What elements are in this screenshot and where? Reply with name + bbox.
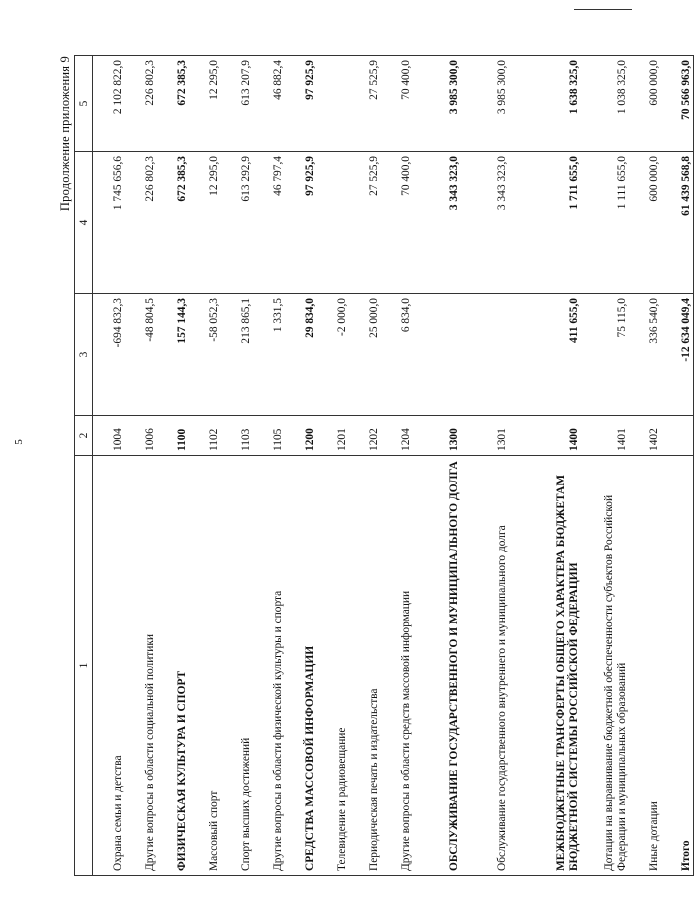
row-value-col4: 27 525,9 [349, 152, 381, 294]
row-value-col5: 226 802,3 [125, 56, 157, 152]
row-value-col3: -58 052,3 [189, 294, 221, 416]
row-name: Итого [661, 456, 694, 876]
table-row [93, 56, 126, 876]
table-row [461, 56, 509, 876]
row-name: Спорт высших достижений [221, 456, 253, 876]
row-name: Иные дотации [629, 456, 661, 876]
row-value-col5: 3 985 300,0 [413, 56, 461, 152]
row-name: Другие вопросы в области физической культуры и спорта [253, 456, 285, 876]
row-value-col3: 411 655,0 [509, 294, 581, 416]
row-value-col5: 46 882,4 [253, 56, 285, 152]
table-row-total [661, 56, 694, 876]
row-value-col3: -2 000,0 [317, 294, 349, 416]
row-value-col4: 1 711 655,0 [509, 152, 581, 294]
row-name: Другие вопросы в области средств массовой информации [381, 456, 413, 876]
row-code: 1102 [189, 416, 221, 456]
row-value-col4: 46 797,4 [253, 152, 285, 294]
row-code: 1004 [93, 416, 126, 456]
row-value-col3: -694 832,3 [93, 294, 126, 416]
row-value-col3 [461, 294, 509, 416]
column-header-3: 3 [75, 294, 93, 416]
table-row [413, 56, 461, 876]
row-value-col3 [413, 294, 461, 416]
row-name: СРЕДСТВА МАССОВОЙ ИНФОРМАЦИИ [285, 456, 317, 876]
row-value-col5: 97 925,9 [285, 56, 317, 152]
row-name: Массовый спорт [189, 456, 221, 876]
table-row [285, 56, 317, 876]
budget-table [74, 55, 694, 876]
row-code: 1402 [629, 416, 661, 456]
table-row [509, 56, 581, 876]
row-value-col5 [317, 56, 349, 152]
column-header-5: 5 [75, 56, 93, 152]
column-header-4: 4 [75, 152, 93, 294]
row-value-col5: 600 000,0 [629, 56, 661, 152]
row-value-col4: 97 925,9 [285, 152, 317, 294]
row-value-col5: 70 400,0 [381, 56, 413, 152]
row-code: 1201 [317, 416, 349, 456]
table-row [221, 56, 253, 876]
row-value-col3: 25 000,0 [349, 294, 381, 416]
row-value-col4: 600 000,0 [629, 152, 661, 294]
row-value-col4: 3 343 323,0 [413, 152, 461, 294]
row-name: Другие вопросы в области социальной политики [125, 456, 157, 876]
row-code: 1204 [381, 416, 413, 456]
row-name: Обслуживание государственного внутреннего и муниципального долга [461, 456, 509, 876]
row-value-col3: -48 804,5 [125, 294, 157, 416]
row-value-col5: 1 038 325,0 [581, 56, 629, 152]
row-value-col5: 2 102 822,0 [93, 56, 126, 152]
row-value-col4: 61 439 568,8 [661, 152, 694, 294]
table-row [125, 56, 157, 876]
table-row [349, 56, 381, 876]
column-header-2: 2 [75, 416, 93, 456]
row-code: 1105 [253, 416, 285, 456]
row-code: 1400 [509, 416, 581, 456]
row-value-col3: 29 834,0 [285, 294, 317, 416]
table-row [629, 56, 661, 876]
row-value-col4: 3 343 323,0 [461, 152, 509, 294]
row-value-col4: 1 111 655,0 [581, 152, 629, 294]
row-value-col3: 6 834,0 [381, 294, 413, 416]
row-value-col4: 613 292,9 [221, 152, 253, 294]
scan-edge-line [574, 9, 632, 10]
row-value-col3: 75 115,0 [581, 294, 629, 416]
row-name: Дотации на выравнивание бюджетной обеспеченности субъектов Российской Федерации и муниципальных образований [581, 456, 629, 876]
row-value-col5: 12 295,0 [189, 56, 221, 152]
table-row [381, 56, 413, 876]
row-value-col5: 672 385,3 [157, 56, 189, 152]
row-name: Охрана семьи и детства [93, 456, 126, 876]
row-name: Телевидение и радиовещание [317, 456, 349, 876]
row-code: 1300 [413, 416, 461, 456]
row-value-col5: 70 566 963,0 [661, 56, 694, 152]
row-code: 1103 [221, 416, 253, 456]
row-code: 1401 [581, 416, 629, 456]
row-value-col4: 70 400,0 [381, 152, 413, 294]
row-name: ФИЗИЧЕСКАЯ КУЛЬТУРА И СПОРТ [157, 456, 189, 876]
row-value-col5: 613 207,9 [221, 56, 253, 152]
row-value-col3: 213 865,1 [221, 294, 253, 416]
row-code: 1200 [285, 416, 317, 456]
row-code: 1006 [125, 416, 157, 456]
row-name: МЕЖБЮДЖЕТНЫЕ ТРАНСФЕРТЫ ОБЩЕГО ХАРАКТЕРА БЮДЖЕТАМ БЮДЖЕТНОЙ СИСТЕМЫ РОССИЙСКОЙ ФЕДЕРАЦИИ [509, 456, 581, 876]
table-row [581, 56, 629, 876]
row-value-col4: 12 295,0 [189, 152, 221, 294]
table-row [253, 56, 285, 876]
rotated-page [58, 56, 692, 876]
row-value-col5: 27 525,9 [349, 56, 381, 152]
table-row [317, 56, 349, 876]
row-value-col3: 336 540,0 [629, 294, 661, 416]
row-value-col4: 672 385,3 [157, 152, 189, 294]
row-name: Периодическая печать и издательства [349, 456, 381, 876]
column-header-1: 1 [75, 456, 93, 876]
row-value-col3: 1 331,5 [253, 294, 285, 416]
table-header-row [75, 56, 93, 876]
row-value-col3: -12 634 049,4 [661, 294, 694, 416]
row-value-col4: 226 802,3 [125, 152, 157, 294]
table-row [189, 56, 221, 876]
row-name: ОБСЛУЖИВАНИЕ ГОСУДАРСТВЕННОГО И МУНИЦИПАЛЬНОГО ДОЛГА [413, 456, 461, 876]
row-code: 1301 [461, 416, 509, 456]
row-code: 1202 [349, 416, 381, 456]
continuation-title: Продолжение приложения 9 [58, 56, 72, 212]
row-code [661, 416, 694, 456]
row-value-col3: 157 144,3 [157, 294, 189, 416]
table-body [93, 56, 694, 876]
page-number: 5 [13, 439, 25, 445]
row-value-col5: 1 638 325,0 [509, 56, 581, 152]
row-value-col5: 3 985 300,0 [461, 56, 509, 152]
row-value-col4: 1 745 656,6 [93, 152, 126, 294]
row-value-col4 [317, 152, 349, 294]
table-row [157, 56, 189, 876]
row-code: 1100 [157, 416, 189, 456]
